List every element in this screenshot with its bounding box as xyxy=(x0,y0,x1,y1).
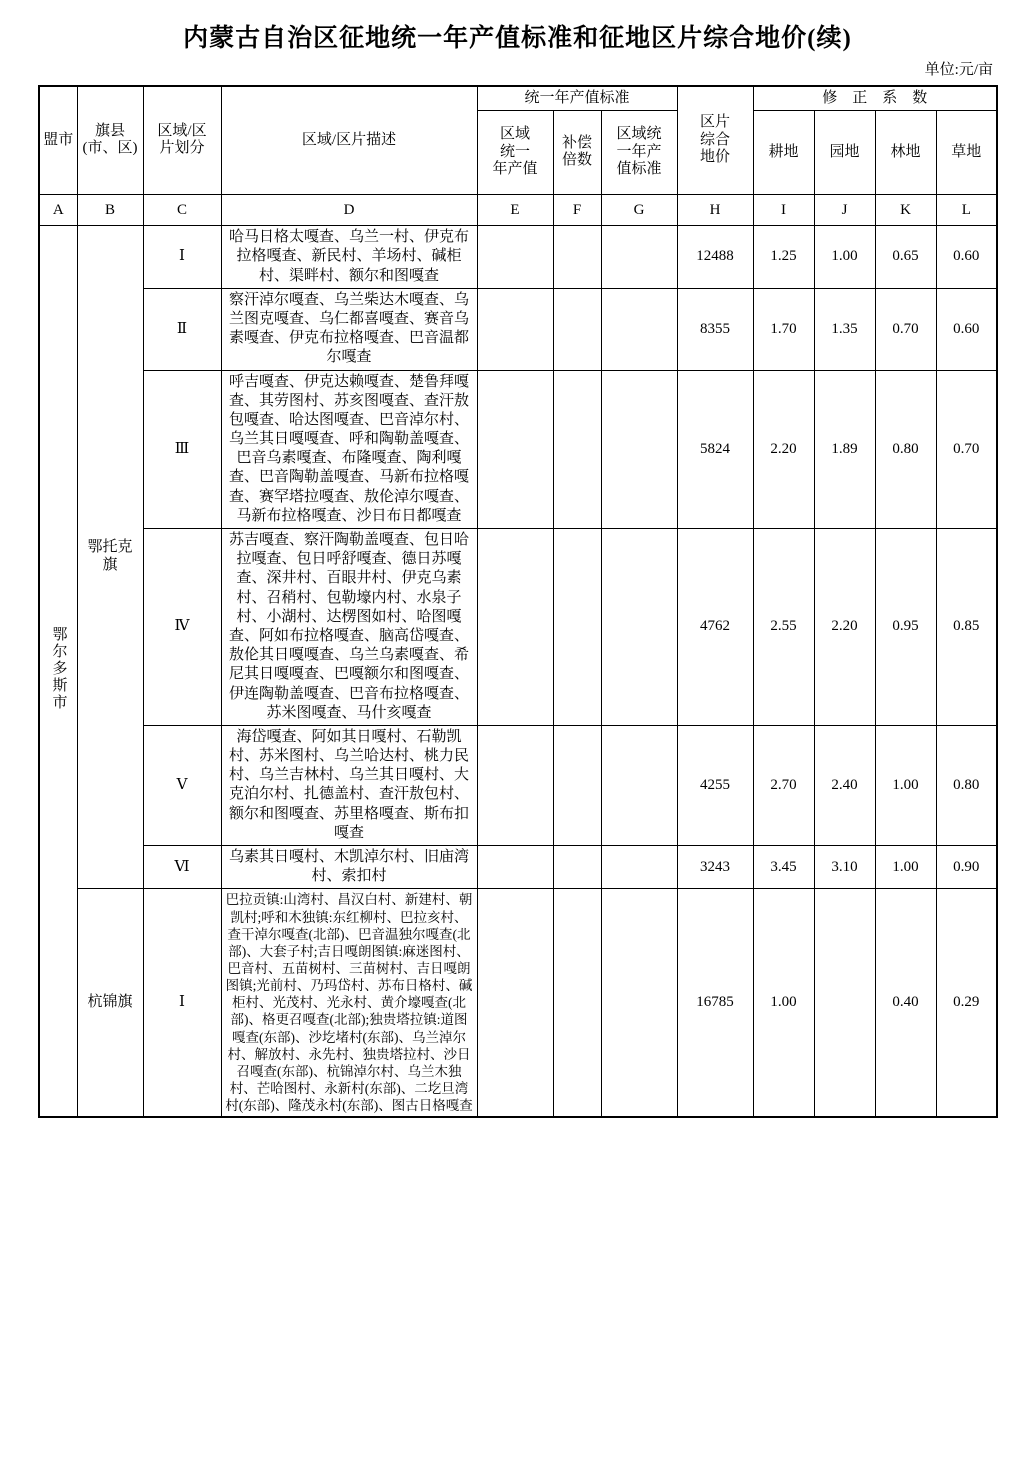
cell-price: 12488 xyxy=(677,226,753,289)
cell-annual-value xyxy=(477,288,553,370)
cell-price: 3243 xyxy=(677,846,753,889)
table-row xyxy=(39,226,997,289)
cell-grass: 0.60 xyxy=(936,226,997,289)
cell-annual-value-standard xyxy=(601,725,677,845)
cell-garden: 1.89 xyxy=(814,370,875,529)
cell-annual-value-standard xyxy=(601,889,677,1117)
header-zone-annual-value-standard-label: 区域统 一年产 值标准 xyxy=(616,125,662,178)
cell-price: 16785 xyxy=(677,889,753,1117)
cell-forest: 0.40 xyxy=(875,889,936,1117)
cell-cultivated: 2.20 xyxy=(753,370,814,529)
cell-zone: Ⅰ xyxy=(143,226,221,289)
column-code-h: H xyxy=(677,195,753,226)
header-compensation-multiple xyxy=(553,111,601,195)
header-county xyxy=(77,86,143,195)
header-zone-description-label: 区域/区片描述 xyxy=(301,132,397,148)
header-comprehensive-price-label: 区片 综合 地价 xyxy=(700,113,731,166)
header-county-label: 旗县 (市、区) xyxy=(82,122,138,157)
cell-annual-value xyxy=(477,889,553,1117)
cell-price: 4255 xyxy=(677,725,753,845)
column-code-e: E xyxy=(477,195,553,226)
header-garden-land: 园地 xyxy=(814,111,875,195)
cell-annual-value-standard xyxy=(601,529,677,726)
header-zone-annual-value-label: 区域 统一 年产值 xyxy=(492,125,538,178)
cell-price: 8355 xyxy=(677,288,753,370)
cell-multiple xyxy=(553,226,601,289)
table-row xyxy=(39,846,997,889)
table-row xyxy=(39,725,997,845)
table-row xyxy=(39,288,997,370)
cell-garden: 2.20 xyxy=(814,529,875,726)
cell-garden xyxy=(814,889,875,1117)
cell-multiple xyxy=(553,889,601,1117)
cell-grass: 0.60 xyxy=(936,288,997,370)
header-city-label: 盟市 xyxy=(43,132,74,148)
cell-annual-value xyxy=(477,226,553,289)
header-zone-description xyxy=(221,86,477,195)
unit-note: 单位:元/亩 xyxy=(924,62,993,78)
cell-cultivated: 2.70 xyxy=(753,725,814,845)
city-label: 鄂尔多斯市 xyxy=(50,625,67,711)
header-cultivated-land: 耕地 xyxy=(753,111,814,195)
column-code-i: I xyxy=(753,195,814,226)
column-code-g: G xyxy=(601,195,677,226)
header-zone-division-label: 区域/区 片划分 xyxy=(157,122,207,157)
column-code-a: A xyxy=(39,195,77,226)
land-price-table xyxy=(38,85,998,1118)
cell-forest: 0.95 xyxy=(875,529,936,726)
cell-zone: Ⅰ xyxy=(143,889,221,1117)
column-code-b: B xyxy=(77,195,143,226)
cell-zone: Ⅲ xyxy=(143,370,221,529)
header-group-correction: 修 正 系 数 xyxy=(753,86,997,111)
cell-zone: Ⅱ xyxy=(143,288,221,370)
header-comprehensive-price xyxy=(677,86,753,195)
column-code-j: J xyxy=(814,195,875,226)
cell-forest: 0.70 xyxy=(875,288,936,370)
cell-city xyxy=(39,226,77,1118)
cell-multiple xyxy=(553,529,601,726)
cell-annual-value-standard xyxy=(601,846,677,889)
page-title: 内蒙古自治区征地统一年产值标准和征地区片综合地价(续) xyxy=(183,25,852,52)
cell-annual-value xyxy=(477,846,553,889)
cell-description: 乌素其日嘎村、木凯淖尔村、旧庙湾村、索扣村 xyxy=(221,846,477,889)
cell-price: 4762 xyxy=(677,529,753,726)
column-code-f: F xyxy=(553,195,601,226)
column-code-row xyxy=(39,195,997,226)
cell-forest: 1.00 xyxy=(875,846,936,889)
cell-grass: 0.29 xyxy=(936,889,997,1117)
header-compensation-multiple-label: 补偿 倍数 xyxy=(561,134,592,169)
cell-county xyxy=(77,889,143,1117)
column-code-l: L xyxy=(936,195,997,226)
county-label: 鄂托克旗 xyxy=(87,539,133,574)
cell-forest: 1.00 xyxy=(875,725,936,845)
cell-description: 察汗淖尔嘎查、乌兰柴达木嘎查、乌兰图克嘎查、乌仁都喜嘎查、赛音乌素嘎查、伊克布拉格嘎查、巴音温都尔嘎查 xyxy=(221,288,477,370)
cell-multiple xyxy=(553,846,601,889)
column-code-k: K xyxy=(875,195,936,226)
cell-garden: 1.00 xyxy=(814,226,875,289)
header-zone-division xyxy=(143,86,221,195)
cell-multiple xyxy=(553,288,601,370)
header-forest-land: 林地 xyxy=(875,111,936,195)
cell-annual-value-standard xyxy=(601,370,677,529)
table-row xyxy=(39,889,997,1117)
cell-cultivated: 1.25 xyxy=(753,226,814,289)
cell-zone: Ⅴ xyxy=(143,725,221,845)
header-zone-annual-value xyxy=(477,111,553,195)
cell-garden: 2.40 xyxy=(814,725,875,845)
cell-cultivated: 1.70 xyxy=(753,288,814,370)
cell-description: 苏吉嘎查、察汗陶勒盖嘎查、包日哈拉嘎查、包日呼舒嘎查、德日苏嘎查、深井村、百眼井村、伊克乌素村、召稍村、包勒壕内村、水泉子村、小湖村、达楞图如村、哈图嘎查、阿如布拉格嘎查、脑高岱嘎查、敖伦其日嘎嘎查、乌兰乌素嘎查、希尼其日嘎嘎查、巴嘎额尔和图嘎查、伊连陶勒盖嘎查、巴音布拉格嘎查、苏米图嘎查、马什亥嘎查 xyxy=(221,529,477,726)
cell-annual-value xyxy=(477,725,553,845)
county-label: 杭锦旗 xyxy=(87,994,133,1011)
table-row xyxy=(39,529,997,726)
column-code-d: D xyxy=(221,195,477,226)
cell-grass: 0.80 xyxy=(936,725,997,845)
cell-price: 5824 xyxy=(677,370,753,529)
cell-county xyxy=(77,226,143,889)
cell-cultivated: 1.00 xyxy=(753,889,814,1117)
cell-cultivated: 2.55 xyxy=(753,529,814,726)
cell-cultivated: 3.45 xyxy=(753,846,814,889)
header-group-unified-value: 统一年产值标准 xyxy=(477,86,677,111)
cell-description: 海岱嘎查、阿如其日嘎村、石勒凯村、苏米图村、乌兰哈达村、桃力民村、乌兰吉林村、乌兰其日嘎村、大克泊尔村、扎德盖村、查汗敖包村、额尔和图嘎查、苏里格嘎查、斯布扣嘎查 xyxy=(221,725,477,845)
cell-garden: 3.10 xyxy=(814,846,875,889)
cell-annual-value xyxy=(477,529,553,726)
cell-description: 哈马日格太嘎查、乌兰一村、伊克布拉格嘎查、新民村、羊场村、碱柜村、渠畔村、额尔和图嘎查 xyxy=(221,226,477,289)
cell-annual-value xyxy=(477,370,553,529)
cell-grass: 0.70 xyxy=(936,370,997,529)
cell-garden: 1.35 xyxy=(814,288,875,370)
column-code-c: C xyxy=(143,195,221,226)
header-grass-land: 草地 xyxy=(936,111,997,195)
table-header-row-1 xyxy=(39,86,997,111)
cell-forest: 0.80 xyxy=(875,370,936,529)
cell-forest: 0.65 xyxy=(875,226,936,289)
table-row xyxy=(39,370,997,529)
header-zone-annual-value-standard xyxy=(601,111,677,195)
cell-multiple xyxy=(553,725,601,845)
cell-description: 巴拉贡镇:山湾村、昌汉白村、新建村、朝凯村;呼和木独镇:东红柳村、巴拉亥村、查干淖尔嘎查(北部)、巴音温独尔嘎查(北部)、大套子村;吉日嘎朗图镇:麻迷图村、巴音村、五苗树村、三苗树村、吉日嘎朗图镇;光前村、乃玛岱村、苏布日格村、碱柜村、光茂村、光永村、黄介壕嘎查(北部)、格更召嘎查(北部);独贵塔拉镇:道图嘎查(东部)、沙圪堵村(东部)、乌兰淖尔村、解放村、永先村、独贵塔拉村、沙日召嘎查(东部)、杭锦淖尔村、乌兰木独村、芒哈图村、永新村(东部)、二圪旦湾村(东部)、隆茂永村(东部)、图古日格嘎查 xyxy=(221,889,477,1117)
cell-description: 呼吉嘎查、伊克达赖嘎查、楚鲁拜嘎查、其劳图村、苏亥图嘎查、查汗敖包嘎查、哈达图嘎查、巴音淖尔村、乌兰其日嘎嘎查、呼和陶勒盖嘎查、巴音乌素嘎查、布隆嘎查、陶利嘎查、巴音陶勒盖嘎查、马新布拉格嘎查、赛罕塔拉嘎查、敖伦淖尔嘎查、马新布拉格嘎查、沙日布日都嘎查 xyxy=(221,370,477,529)
cell-multiple xyxy=(553,370,601,529)
cell-annual-value-standard xyxy=(601,226,677,289)
cell-grass: 0.90 xyxy=(936,846,997,889)
cell-zone: Ⅳ xyxy=(143,529,221,726)
cell-zone: Ⅵ xyxy=(143,846,221,889)
cell-annual-value-standard xyxy=(601,288,677,370)
header-city xyxy=(39,86,77,195)
cell-grass: 0.85 xyxy=(936,529,997,726)
